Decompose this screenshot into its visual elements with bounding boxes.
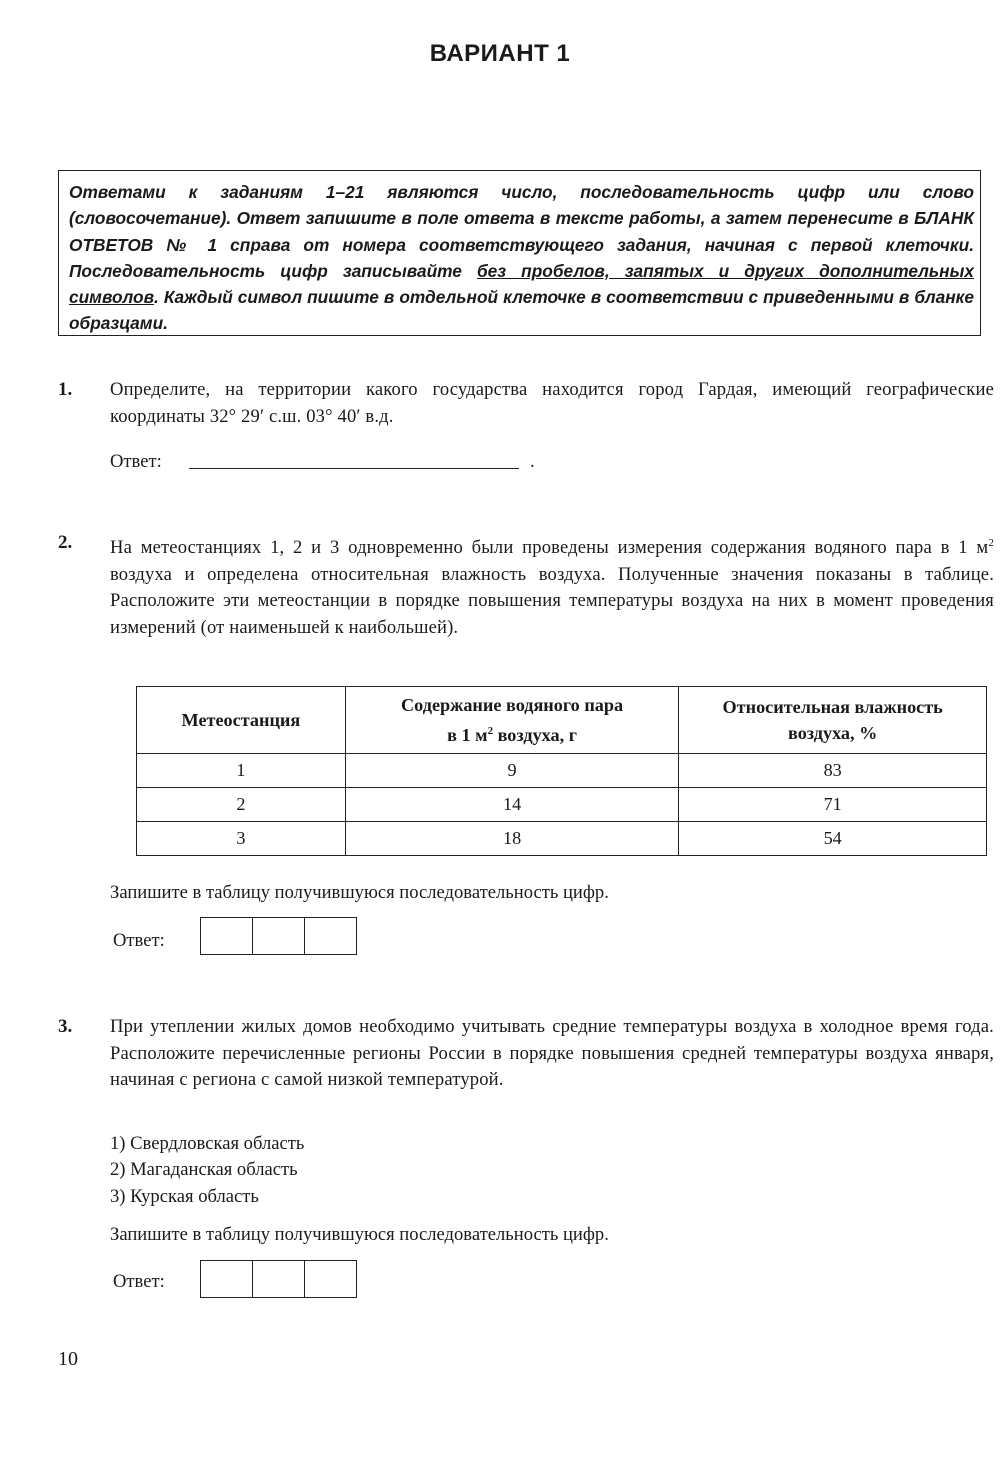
answer-cell[interactable]	[305, 1261, 356, 1297]
answer-cell[interactable]	[253, 918, 305, 954]
instructions-text: Ответами к заданиям 1–21 являются число, последовательность цифр или слово (словосочетание). Ответ запишите в поле ответа в тексте работы, а затем перенесите в БЛАНК ОТВЕТОВ № 1 справа от номера соответствующего задания, начиная с первой клеточки. Последовательность цифр записывайте	[69, 182, 974, 281]
task-2-question-sup: 2	[988, 537, 994, 549]
task-1-answer-label: Ответ:	[110, 451, 162, 472]
page-title: ВАРИАНТ 1	[429, 40, 571, 67]
task-1-answer-field[interactable]	[189, 448, 519, 469]
task-1-question: Определите, на территории какого государства находится город Гардая, имеющий географические координаты 32° 29′ с.ш. 03° 40′ в.д.	[110, 379, 994, 427]
table-row	[137, 788, 987, 822]
task-3-answer-label: Ответ:	[113, 1271, 165, 1292]
task-3-option-1: 1) Свердловская область	[110, 1133, 305, 1154]
cell-station: 2	[137, 788, 346, 822]
task-2-question-part: воздуха и определена относительная влажность воздуха. Полученные значения показаны в таблице. Расположите эти метеостанции в порядке повышения температуры воздуха на них в момент проведения измерений (от наименьшей к наибольшей).	[110, 563, 994, 638]
answer-cell[interactable]	[201, 1261, 253, 1297]
task-2-number: 2.	[58, 532, 73, 553]
instructions-box	[58, 170, 981, 336]
cell-vapor: 14	[345, 788, 679, 822]
table-header-station: Метеостанция	[137, 687, 346, 754]
task-3-question: При утеплении жилых домов необходимо учитывать средние температуры воздуха в холодное время года. Расположите перечисленные регионы России в порядке повышения средней температуры воздуха января, начиная с региона с самой низкой температурой.	[110, 1016, 994, 1090]
cell-humidity: 54	[679, 822, 987, 856]
cell-vapor: 9	[345, 754, 679, 788]
task-2-answer-boxes	[200, 917, 357, 955]
cell-humidity: 71	[679, 788, 987, 822]
task-3-option-2: 2) Магаданская область	[110, 1159, 298, 1180]
task-3-option-3: 3) Курская область	[110, 1186, 259, 1207]
weather-station-table	[136, 686, 987, 856]
task-1-number: 1.	[58, 379, 73, 400]
table-row	[137, 754, 987, 788]
cell-station: 3	[137, 822, 346, 856]
task-2-answer-label: Ответ:	[113, 930, 165, 951]
task-3-number: 3.	[58, 1016, 73, 1037]
cell-humidity: 83	[679, 754, 987, 788]
table-header-humidity	[679, 687, 987, 754]
answer-cell[interactable]	[201, 918, 253, 954]
task-2-question-part: На метеостанциях 1, 2 и 3 одновременно были проведены измерения содержания водяного пара в 1 м	[110, 537, 989, 559]
task-3-instruction: Запишите в таблицу получившуюся последовательность цифр.	[110, 1224, 609, 1245]
page-number: 10	[58, 1348, 78, 1370]
table-row	[137, 822, 987, 856]
header-vapor-sup: 2	[487, 724, 494, 737]
header-vapor-line1: Содержание водяного пара	[401, 694, 624, 715]
table-header-row	[137, 687, 987, 754]
task-3-answer-boxes	[200, 1260, 357, 1298]
header-vapor-line2: в 1 м	[447, 725, 488, 746]
answer-cell[interactable]	[253, 1261, 305, 1297]
header-humidity-line1: Относительная влажность	[722, 697, 943, 717]
task-2-instruction: Запишите в таблицу получившуюся последовательность цифр.	[110, 882, 609, 903]
task-2-question	[110, 530, 994, 641]
table-header-vapor	[345, 687, 679, 754]
task-1-answer-end: .	[530, 451, 535, 472]
header-humidity-line2: воздуха, %	[788, 723, 878, 743]
instructions-underlined-text: без пробелов, запятых и других дополнительных символов	[69, 260, 974, 308]
cell-vapor: 18	[345, 822, 679, 856]
instructions-text-end: . Каждый символ пишите в отдельной клеточке в соответствии с приведенными в бланке образцами.	[69, 287, 974, 334]
cell-station: 1	[137, 754, 346, 788]
answer-cell[interactable]	[305, 918, 356, 954]
header-vapor-line2-end: воздуха, г	[493, 725, 577, 746]
